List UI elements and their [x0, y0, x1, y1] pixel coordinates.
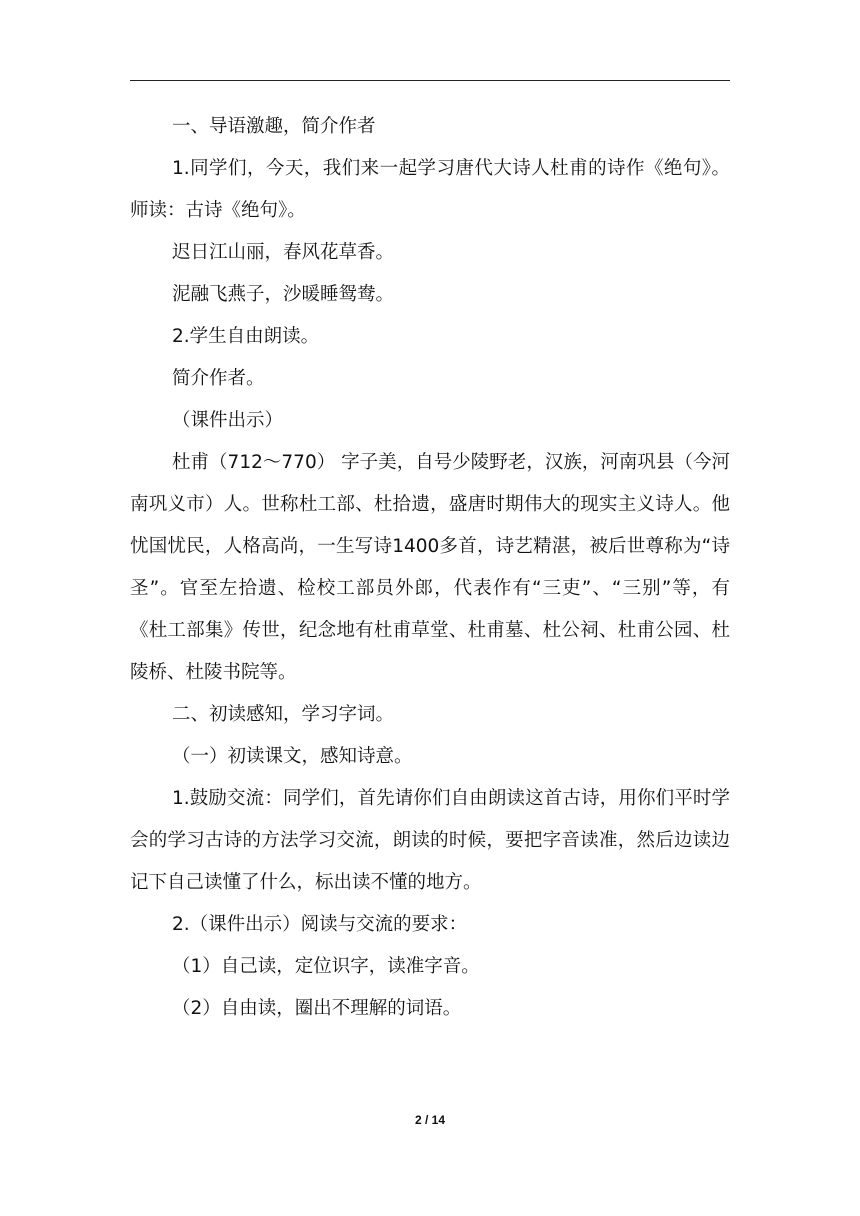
paragraph: 1.同学们，今天，我们来一起学习唐代大诗人杜甫的诗作《绝句》。师读：古诗《绝句》。: [130, 158, 730, 221]
document-body: [130, 106, 730, 1030]
list-item: （1）自己读，定位识字，读准字音。: [172, 956, 480, 977]
paragraph: 1.鼓励交流：同学们，首先请你们自由朗读这首古诗，用你们平时学会的学习古诗的方法学习交流，朗读的时候，要把字音读准，然后边读边记下自己读懂了什么，标出读不懂的地方。: [130, 788, 730, 893]
page-number: 2 / 14: [414, 1113, 446, 1127]
paragraph: 2.（课件出示）阅读与交流的要求：: [172, 914, 468, 935]
heading-reading: 二、初读感知，学习字词。: [172, 704, 395, 725]
poem-line: 泥融飞燕子，沙暖睡鸳鸯。: [172, 284, 395, 305]
paragraph: （课件出示）: [172, 410, 284, 431]
list-item: （2）自由读，圈出不理解的词语。: [172, 998, 462, 1019]
paragraph: 2.学生自由朗读。: [172, 326, 320, 347]
subheading: （一）初读课文，感知诗意。: [172, 746, 413, 767]
poem-line: 迟日江山丽，春风花草香。: [172, 242, 395, 263]
heading-intro: 一、导语激趣，简介作者: [172, 116, 376, 137]
header-rule: [130, 80, 730, 81]
paragraph: 简介作者。: [172, 368, 265, 389]
author-bio: 杜甫（712～770） 字子美，自号少陵野老，汉族，河南巩县（今河南巩义市）人。世称杜工部、杜拾遗，盛唐时期伟大的现实主义诗人。他忧国忧民，人格高尚，一生写诗1400多首，诗艺精湛，被后世尊称为“诗圣”。官至左拾遗、检校工部员外郎，代表作有“三吏”、“三别”等，有《杜工部集》传世，纪念地有杜甫草堂、杜甫墓、杜公祠、杜甫公园、杜陵桥、杜陵书院等。: [130, 452, 730, 683]
